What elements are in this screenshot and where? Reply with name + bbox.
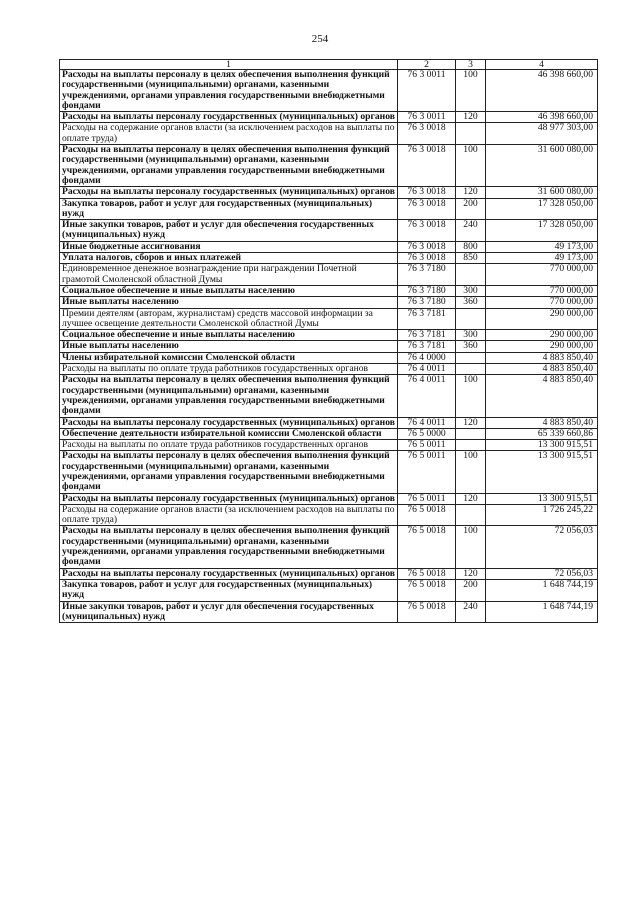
row-code-cell: 76 3 0018 xyxy=(398,145,456,187)
row-vr-cell: 240 xyxy=(456,601,486,623)
row-code-cell: 76 3 0018 xyxy=(398,253,456,264)
row-code-cell: 76 3 7180 xyxy=(398,264,456,286)
row-code-cell: 76 3 0011 xyxy=(398,112,456,123)
row-name-cell: Расходы на выплаты персоналу государственных (муниципальных) органов xyxy=(60,493,398,504)
table-row xyxy=(60,70,598,112)
table-row xyxy=(60,526,598,568)
row-name-cell: Социальное обеспечение и иные выплаты населению xyxy=(60,330,398,341)
row-vr-cell: 240 xyxy=(456,220,486,242)
row-amount-cell: 770 000,00 xyxy=(486,264,598,286)
row-name-cell: Расходы на выплаты персоналу государственных (муниципальных) органов xyxy=(60,568,398,579)
row-amount-cell: 13 300 915,51 xyxy=(486,493,598,504)
row-code-cell: 76 4 0011 xyxy=(398,375,456,417)
row-vr-cell xyxy=(456,440,486,451)
row-amount-cell: 1 648 744,19 xyxy=(486,601,598,623)
row-code-cell: 76 3 7181 xyxy=(398,341,456,352)
row-name-cell: Расходы на выплаты персоналу государственных (муниципальных) органов xyxy=(60,417,398,428)
row-code-cell: 76 3 0018 xyxy=(398,187,456,198)
row-amount-cell: 4 883 850,40 xyxy=(486,375,598,417)
row-vr-cell: 360 xyxy=(456,341,486,352)
row-vr-cell: 300 xyxy=(456,330,486,341)
row-vr-cell xyxy=(456,308,486,330)
row-name-cell: Расходы на выплаты персоналу в целях обеспечения выполнения функций государственными (муниципальными) органами, казенными учреждениями, органами управления государственными внебюджетными фондами xyxy=(60,451,398,493)
budget-table xyxy=(59,59,598,623)
row-amount-cell: 1 648 744,19 xyxy=(486,579,598,601)
table-row xyxy=(60,198,598,220)
row-code-cell: 76 5 0018 xyxy=(398,526,456,568)
row-code-cell: 76 3 7180 xyxy=(398,285,456,296)
row-vr-cell: 120 xyxy=(456,493,486,504)
row-code-cell: 76 4 0011 xyxy=(398,364,456,375)
row-name-cell: Расходы на выплаты персоналу государственных (муниципальных) органов xyxy=(60,187,398,198)
row-code-cell: 76 5 0018 xyxy=(398,504,456,526)
row-amount-cell: 290 000,00 xyxy=(486,308,598,330)
row-vr-cell: 300 xyxy=(456,285,486,296)
table-row xyxy=(60,440,598,451)
row-code-cell: 76 3 0018 xyxy=(398,123,456,145)
row-code-cell: 76 3 0018 xyxy=(398,241,456,252)
row-code-cell: 76 5 0011 xyxy=(398,440,456,451)
column-header-amount: 4 xyxy=(486,60,598,70)
row-amount-cell: 46 398 660,00 xyxy=(486,112,598,123)
row-name-cell: Расходы на выплаты персоналу государственных (муниципальных) органов xyxy=(60,112,398,123)
row-vr-cell: 120 xyxy=(456,417,486,428)
table-header-row xyxy=(60,60,598,70)
row-vr-cell: 100 xyxy=(456,145,486,187)
row-code-cell: 76 3 7181 xyxy=(398,330,456,341)
row-name-cell: Иные бюджетные ассигнования xyxy=(60,241,398,252)
table-row xyxy=(60,145,598,187)
row-code-cell: 76 3 0011 xyxy=(398,70,456,112)
row-vr-cell xyxy=(456,352,486,363)
table-row xyxy=(60,417,598,428)
row-amount-cell: 13 300 915,51 xyxy=(486,451,598,493)
row-amount-cell: 31 600 080,00 xyxy=(486,145,598,187)
table-row xyxy=(60,330,598,341)
row-code-cell: 76 5 0018 xyxy=(398,601,456,623)
row-amount-cell: 770 000,00 xyxy=(486,285,598,296)
row-code-cell: 76 3 7180 xyxy=(398,297,456,308)
table-row xyxy=(60,579,598,601)
row-vr-cell: 120 xyxy=(456,187,486,198)
row-vr-cell: 360 xyxy=(456,297,486,308)
row-code-cell: 76 4 0000 xyxy=(398,352,456,363)
row-amount-cell: 49 173,00 xyxy=(486,241,598,252)
row-name-cell: Расходы на выплаты персоналу в целях обеспечения выполнения функций государственными (муниципальными) органами, казенными учреждениями, органами управления государственными внебюджетными фондами xyxy=(60,375,398,417)
table-row xyxy=(60,568,598,579)
table-row xyxy=(60,341,598,352)
row-name-cell: Уплата налогов, сборов и иных платежей xyxy=(60,253,398,264)
row-name-cell: Расходы на выплаты персоналу в целях обеспечения выполнения функций государственными (муниципальными) органами, казенными учреждениями, органами управления государственными внебюджетными фондами xyxy=(60,70,398,112)
row-code-cell: 76 4 0011 xyxy=(398,417,456,428)
row-amount-cell: 4 883 850,40 xyxy=(486,352,598,363)
row-vr-cell xyxy=(456,264,486,286)
row-name-cell: Расходы на выплаты по оплате труда работников государственных органов xyxy=(60,440,398,451)
page-number: 254 xyxy=(311,33,329,45)
row-name-cell: Социальное обеспечение и иные выплаты населению xyxy=(60,285,398,296)
row-vr-cell: 850 xyxy=(456,253,486,264)
row-vr-cell xyxy=(456,364,486,375)
row-code-cell: 76 3 7181 xyxy=(398,308,456,330)
row-amount-cell: 13 300 915,51 xyxy=(486,440,598,451)
table-row xyxy=(60,352,598,363)
row-amount-cell: 4 883 850,40 xyxy=(486,364,598,375)
row-name-cell: Расходы на содержание органов власти (за исключением расходов на выплаты по оплате труда) xyxy=(60,504,398,526)
table-row xyxy=(60,375,598,417)
row-code-cell: 76 3 0018 xyxy=(398,198,456,220)
row-name-cell: Закупка товаров, работ и услуг для государственных (муниципальных) нужд xyxy=(60,198,398,220)
row-amount-cell: 290 000,00 xyxy=(486,341,598,352)
table-row xyxy=(60,308,598,330)
row-name-cell: Иные закупки товаров, работ и услуг для обеспечения государственных (муниципальных) нужд xyxy=(60,220,398,242)
row-code-cell: 76 5 0011 xyxy=(398,451,456,493)
row-amount-cell: 290 000,00 xyxy=(486,330,598,341)
row-vr-cell xyxy=(456,428,486,439)
row-amount-cell: 72 056,03 xyxy=(486,526,598,568)
row-amount-cell: 65 339 660,86 xyxy=(486,428,598,439)
table-row xyxy=(60,220,598,242)
row-vr-cell xyxy=(456,123,486,145)
row-name-cell: Расходы на выплаты персоналу в целях обеспечения выполнения функций государственными (муниципальными) органами, казенными учреждениями, органами управления государственными внебюджетными фондами xyxy=(60,526,398,568)
table-row xyxy=(60,504,598,526)
row-name-cell: Премии деятелям (авторам, журналистам) средств массовой информации за лучшее освещение деятельности Смоленской областной Думы xyxy=(60,308,398,330)
row-vr-cell: 100 xyxy=(456,70,486,112)
row-amount-cell: 4 883 850,40 xyxy=(486,417,598,428)
row-name-cell: Иные закупки товаров, работ и услуг для обеспечения государственных (муниципальных) нужд xyxy=(60,601,398,623)
row-name-cell: Расходы на содержание органов власти (за исключением расходов на выплаты по оплате труда) xyxy=(60,123,398,145)
row-name-cell: Иные выплаты населению xyxy=(60,297,398,308)
row-amount-cell: 17 328 050,00 xyxy=(486,198,598,220)
row-amount-cell: 49 173,00 xyxy=(486,253,598,264)
row-code-cell: 76 3 0018 xyxy=(398,220,456,242)
row-name-cell: Иные выплаты населению xyxy=(60,341,398,352)
row-vr-cell xyxy=(456,504,486,526)
table-row xyxy=(60,253,598,264)
row-amount-cell: 48 977 303,00 xyxy=(486,123,598,145)
table-row xyxy=(60,451,598,493)
row-code-cell: 76 5 0000 xyxy=(398,428,456,439)
row-vr-cell: 100 xyxy=(456,526,486,568)
row-code-cell: 76 5 0018 xyxy=(398,568,456,579)
row-name-cell: Обеспечение деятельности избирательной комиссии Смоленской области xyxy=(60,428,398,439)
row-vr-cell: 120 xyxy=(456,112,486,123)
row-amount-cell: 1 726 245,22 xyxy=(486,504,598,526)
row-vr-cell: 100 xyxy=(456,451,486,493)
row-code-cell: 76 5 0011 xyxy=(398,493,456,504)
table-row xyxy=(60,428,598,439)
table-row xyxy=(60,112,598,123)
table-row xyxy=(60,285,598,296)
table-row xyxy=(60,241,598,252)
row-vr-cell: 200 xyxy=(456,198,486,220)
row-amount-cell: 17 328 050,00 xyxy=(486,220,598,242)
row-amount-cell: 46 398 660,00 xyxy=(486,70,598,112)
table-row xyxy=(60,601,598,623)
row-amount-cell: 31 600 080,00 xyxy=(486,187,598,198)
table-row xyxy=(60,493,598,504)
table-row xyxy=(60,264,598,286)
row-code-cell: 76 5 0018 xyxy=(398,579,456,601)
row-vr-cell: 100 xyxy=(456,375,486,417)
row-vr-cell: 120 xyxy=(456,568,486,579)
row-name-cell: Члены избирательной комиссии Смоленской области xyxy=(60,352,398,363)
column-header-name: 1 xyxy=(60,60,398,70)
column-header-vr: 3 xyxy=(456,60,486,70)
row-amount-cell: 770 000,00 xyxy=(486,297,598,308)
table-row xyxy=(60,297,598,308)
column-header-code: 2 xyxy=(398,60,456,70)
row-name-cell: Расходы на выплаты по оплате труда работников государственных органов xyxy=(60,364,398,375)
table-row xyxy=(60,187,598,198)
table-row xyxy=(60,123,598,145)
row-name-cell: Единовременное денежное вознаграждение при награждении Почетной грамотой Смоленской областной Думы xyxy=(60,264,398,286)
row-name-cell: Расходы на выплаты персоналу в целях обеспечения выполнения функций государственными (муниципальными) органами, казенными учреждениями, органами управления государственными внебюджетными фондами xyxy=(60,145,398,187)
row-amount-cell: 72 056,03 xyxy=(486,568,598,579)
table-row xyxy=(60,364,598,375)
row-vr-cell: 800 xyxy=(456,241,486,252)
row-vr-cell: 200 xyxy=(456,579,486,601)
row-name-cell: Закупка товаров, работ и услуг для государственных (муниципальных) нужд xyxy=(60,579,398,601)
